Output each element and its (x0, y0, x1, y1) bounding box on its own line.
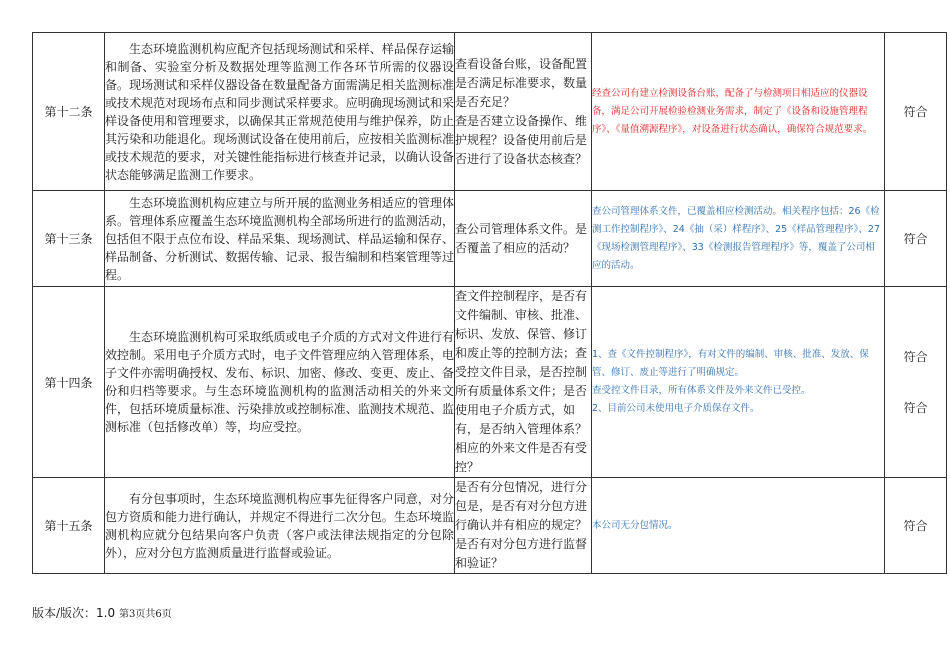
table-row (33, 33, 947, 191)
result-cell (885, 287, 947, 478)
page-footer (32, 604, 172, 621)
requirement-cell (105, 33, 455, 191)
table-row (33, 478, 947, 574)
result-cell (885, 478, 947, 574)
result-cell (885, 191, 947, 287)
result-cell (885, 33, 947, 191)
record-cell (592, 478, 885, 574)
method-text: 是否有分包情况，进行分包是，是否有对分包方进行确认并有相应的规定？是否有对分包方进行监督和验证？ (455, 480, 588, 570)
requirement-cell (105, 191, 455, 287)
method-cell (455, 33, 592, 191)
record-text: 经查公司有建立检测设备台账，配备了与检测项目相适应的仪器设备，满足公司开展检验检测业务需求，制定了《设备和设施管理程序》、《量值溯源程序》，对设备进行状态确认，确保符合规范要求。 (592, 87, 873, 135)
record-text: 查公司管理体系文件，已覆盖相应检测活动。相关程序包括：26《检测工作控制程序》、24《抽（采）样程序》、25《样品管理程序》、27《现场检测管理程序》、33《检测报告管理程序》等，覆盖了公司相应的活动。 (592, 205, 881, 271)
requirement-text: 生态环境监测机构应配齐包括现场测试和采样、样品保存运输和制备、实验室分析及数据处理等监测工作各环节所需的仪器设备。现场测试和采样仪器设备在数量配备方面需满足相关监测标准或技术规范对现场布点和同步测试采样要求。应明确现场测试和采样设备使用和管理要求，以确保其正常规范使用与维护保养，防止其污染和功能退化。现场测试设备在使用前后，应按相关监测标准或技术规范的要求，对关键性能指标进行核查并记录，以确认设备状态能够满足监测工作要求。 (105, 41, 454, 182)
requirement-text: 生态环境监测机构应建立与所开展的监测业务相适应的管理体系。管理体系应覆盖生态环境监测机构全部场所进行的监测活动，包括但不限于点位布设、样品采集、现场测试、样品运输和保存、样品制备、分析测试、数据传输、记录、报告编制和档案管理等过程。 (105, 195, 454, 282)
table-row (33, 287, 947, 478)
requirement-cell (105, 287, 455, 478)
clause-cell: 第十三条 (33, 191, 105, 287)
result-text: 符合 (903, 232, 928, 246)
record-text: 本公司无分包情况。 (592, 519, 678, 531)
method-text: 查是否建立设备操作、维护规程？设备使用前后是否进行了设备状态核查？ (455, 113, 588, 166)
method-cell (455, 287, 592, 478)
inspection-table (32, 32, 947, 574)
result-text: 符合 (903, 105, 928, 119)
record-text: 2、目前公司未使用电子介质保存文件。 (592, 403, 760, 414)
clause-cell: 第十四条 (33, 287, 105, 478)
method-text: 查看设备台账，设备配置是否满足标准要求，数量是否充足？ (455, 56, 588, 109)
page-number: 第3页共6页 (118, 609, 172, 620)
clause-cell: 第十二条 (33, 33, 105, 191)
version-label: 版本/版次： (32, 606, 97, 620)
method-cell (455, 478, 592, 574)
method-text: 查公司管理体系文件。是否覆盖了相应的活动？ (455, 221, 588, 255)
version-number: 1.0 (96, 606, 116, 620)
requirement-cell (105, 478, 455, 574)
record-cell (592, 33, 885, 191)
record-cell (592, 191, 885, 287)
table-row (33, 191, 947, 287)
record-text: 1、查《文件控制程序》，有对文件的编制、审核、批准、发放、保管、修订、废止等进行了明确规定。 (592, 349, 869, 378)
result-text: 符合 (903, 350, 928, 364)
method-text: 查文件控制程序，是否有文件编制、审核、批准、标识、发放、保管、修订和废止等的控制方法；查受控文件目录，是否控制所有质量体系文件；是否使用电子介质方式，如有，是否纳入管理体系？相应的外来文件是否有受控？ (455, 289, 588, 474)
requirement-text: 有分包事项时，生态环境监测机构应事先征得客户同意，对分包方资质和能力进行确认，并规定不得进行二次分包。生态环境监测机构应就分包结果向客户负责（客户或法律法规指定的分包除外），应对分包方监测质量进行监督或验证。 (105, 491, 454, 560)
clause-cell: 第十五条 (33, 478, 105, 574)
result-text: 符合 (903, 519, 928, 533)
record-cell (592, 287, 885, 478)
method-cell (455, 191, 592, 287)
result-text: 符合 (903, 401, 928, 415)
requirement-text: 生态环境监测机构可采取纸质或电子介质的方式对文件进行有效控制。采用电子介质方式时，电子文件管理应纳入管理体系，电子文件亦需明确授权、发布、标识、加密、修改、变更、废止、备份和归档等要求。与生态环境监测机构的监测活动相关的外来文件，包括环境质量标准、污染排放或控制标准、监测技术规范、监测标准（包括修改单）等，均应受控。 (105, 330, 454, 434)
record-text: 查受控文件目录，所有体系文件及外来文件已受控。 (592, 385, 811, 396)
